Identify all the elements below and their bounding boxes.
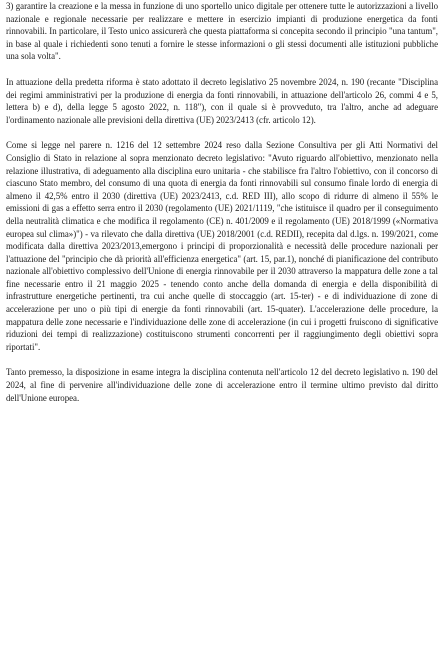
paragraph-decree-190: In attuazione della predetta riforma è stato adottato il decreto legislativo 25 novembre 2024, n. 190 (recante "Disciplina dei regimi amministrativi per la produzione di energia da fonti rinnovabili, in attuazione dell'articolo 26, commi 4 e 5, lettera b) e d), della legge 5 agosto 2022, n. 118"), con il quale si è provveduto, tra l'altro, anche ad adeguare l'ordinamento nazionale alle previsioni della direttiva (UE) 2023/2413 (cfr. articolo 12). bbox=[6, 76, 438, 125]
paragraph-conclusion: Tanto premesso, la disposizione in esame integra la disciplina contenuta nell'articolo 12 del decreto legislativo n. 190 del 2024, al fine di pervenire all'individuazione delle zone di accelerazione entro il termine ultimo previsto dal diritto dell'Unione europea. bbox=[6, 367, 438, 403]
paragraph-council-opinion: Come si legge nel parere n. 1216 del 12 settembre 2024 reso dalla Sezione Consultiva per gli Atti Normativi del Consiglio di Stato in relazione al sopra menzionato decreto legislativo: "Avuto riguardo all'obiettivo, menzionato nella relazione illustrativa, di adeguamento alla disciplina euro unitaria - che stabilisce fra l'altro l'obiettivo, con il concorso di ciascuno Stato membro, del consumo di una quota di energia da fonti rinnovabili sul consumo finale lordo di energia di almeno il 42,5% entro il 2030 (direttiva (UE) 2023/2413, c.d. RED III), allo scopo di ridurre di almeno il 55% le emissioni di gas a effetto serra entro il 2030 (regolamento (UE) 2021/1119, "che istituisce il quadro per il conseguimento della neutralità climatica e che modifica il regolamento (CE) n. 401/2009 e il regolamento (UE) 2018/1999 («Normativa europea sul clima»)") - va rilevato che dalla direttiva (UE) 2018/2001 (c.d. REDII), recepita dal d.lgs. n. 199/2021, come modificata dalla direttiva 2023/2013,emergono i principi di proporzionalità e necessità delle procedure nazionali per l'attuazione del "principio che dà priorità all'efficienza energetica" (art. 15, par.1), nonché di pianificazione del contributo nazionale all'obiettivo complessivo dell'Unione di energia rinnovabile per il 2030 attraverso la mappatura delle zone a tal fine necessarie entro il 21 maggio 2025 - tenendo conto anche della domanda di energia e della disponibilità di infrastrutture energetiche pertinenti, tra cui anche quelle di stoccaggio (art. 15-ter) - e di individuazione di zone di accelerazione per uno o più tipi di energie da fonti rinnovabili (art. 15-quater). L'accelerazione delle procedure, la mappatura delle zone necessarie e l'individuazione delle zone di accelerazione (in cui i progetti fruiscono di significative riduzioni dei tempi di realizzazione) costituiscono strumenti concorrenti per il raggiungimento degli obiettivi sopra riportati". bbox=[6, 140, 438, 352]
paragraph-goal-3: 3) garantire la creazione e la messa in funzione di uno sportello unico digitale per ottenere tutte le autorizzazioni a livello nazionale e regionale necessarie per realizzare e mettere in esercizio impianti di produzione energetica da fonti rinnovabili. In particolare, il Testo unico assicurerà che questa piattaforma si concepita secondo il principio "una tantum", in base al quale i richiedenti sono tenuti a fornire le stesse informazioni o gli stessi documenti alle istituzioni pubbliche una sola volta". bbox=[6, 1, 438, 62]
